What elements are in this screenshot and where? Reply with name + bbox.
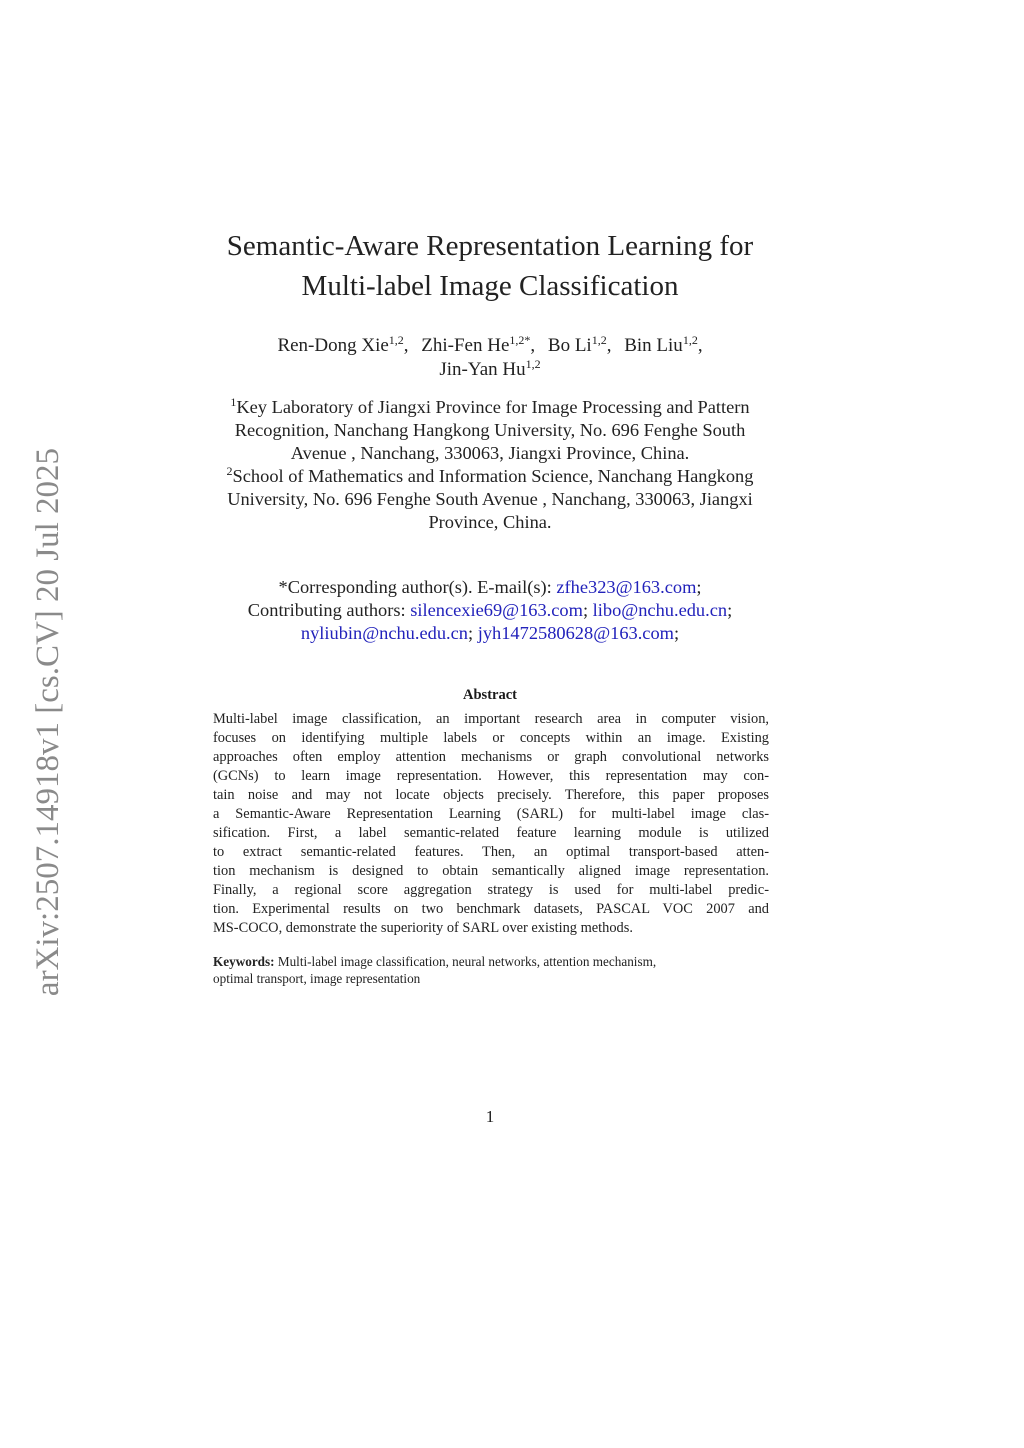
abstract-line: sification. First, a label semantic-related feature learning module is utilized: [213, 825, 769, 841]
email-link[interactable]: silencexie69@163.com: [410, 600, 583, 620]
author-line-2: [160, 358, 820, 382]
abstract-line: tion. Experimental results on two benchmark datasets, PASCAL VOC 2007 and: [213, 901, 769, 917]
abstract-line: to extract semantic-related features. Then, an optimal transport-based atten-: [213, 844, 769, 860]
corresponding-email-link[interactable]: zfhe323@163.com: [556, 577, 697, 597]
abstract-line: tain noise and may not locate objects precisely. Therefore, this paper proposes: [213, 787, 769, 803]
affiliation-2-line-3: Province, China.: [428, 512, 552, 532]
abstract-line: tion mechanism is designed to obtain semantically aligned image representation.: [213, 863, 769, 879]
email-link[interactable]: nyliubin@nchu.edu.cn: [300, 623, 468, 643]
keywords-line-2: optimal transport, image representation: [213, 971, 421, 986]
affiliation-1-line-1: $^1$Key Laboratory of Jiangxi Province for Image Processing and Pattern: [230, 395, 750, 417]
email-link[interactable]: jyh1472580628@163.com: [477, 623, 674, 643]
contributing-authors-line: Contributing authors: silencexie69@163.com; libo@nchu.edu.cn;: [247, 600, 733, 620]
abstract-line: approaches often employ attention mechanisms or graph convolutional networks: [213, 749, 769, 765]
paper-title: [180, 226, 800, 306]
correspondence-block: [160, 576, 820, 645]
arxiv-identifier-stamp[interactable]: arXiv:2507.14918v1 [cs.CV] 20 Jul 2025: [30, 447, 66, 997]
contributing-authors-line-2: nyliubin@nchu.edu.cn; jyh1472580628@163.com;: [300, 623, 680, 643]
author: Bin Liu$^{1,2}$,: [624, 333, 703, 356]
keywords-label: Keywords:: [213, 954, 275, 969]
abstract-line: Finally, a regional score aggregation strategy is used for multi-label predic-: [213, 882, 769, 898]
affiliation-2-line-2: University, No. 696 Fenghe South Avenue , Nanchang, 330063, Jiangxi: [227, 489, 753, 509]
abstract-line: (GCNs) to learn image representation. However, this representation may con-: [213, 768, 769, 784]
email-link[interactable]: libo@nchu.edu.cn: [592, 600, 728, 620]
abstract-line: focuses on identifying multiple labels or concepts within an image. Existing: [213, 730, 769, 746]
abstract-line: MS-COCO, demonstrate the superiority of SARL over existing methods.: [213, 920, 633, 936]
affiliation-1-line-3: Avenue , Nanchang, 330063, Jiangxi Province, China.: [290, 443, 690, 463]
author: Ren-Dong Xie$^{1,2}$,: [277, 333, 409, 356]
author-line-1: [160, 334, 820, 358]
keywords-block: [213, 953, 769, 987]
author: Bo Li$^{1,2}$,: [547, 333, 612, 356]
author: Zhi-Fen $He^{1,2*}$,: [421, 333, 536, 356]
affiliation-1-line-2: Recognition, Nanchang Hangkong University, No. 696 Fenghe South: [234, 420, 746, 440]
abstract-line: a Semantic-Aware Representation Learning (SARL) for multi-label image clas-: [213, 806, 769, 822]
corresponding-author-line: *Corresponding author(s). E-mail(s): zfhe323@163.com;: [278, 577, 702, 597]
title-line-2: Multi-label Image Classification: [301, 270, 679, 302]
affiliations: [160, 396, 820, 534]
abstract-body: [213, 710, 769, 938]
affiliation-2-line-1: $^2$School of Mathematics and Information Science, Nanchang Hangkong: [226, 464, 754, 486]
keywords-line-1: Keywords: Multi-label image classification, neural networks, attention mechanism,: [213, 954, 657, 969]
abstract-line: Multi-label image classification, an important research area in computer vision,: [213, 711, 769, 727]
title-line-1: Semantic-Aware Representation Learning for: [226, 230, 754, 262]
author: Jin-Yan Hu$^{1,2}$: [439, 357, 541, 380]
abstract-heading: Abstract: [463, 687, 517, 703]
page-number: 1: [485, 1107, 495, 1126]
author-list: [160, 334, 820, 382]
